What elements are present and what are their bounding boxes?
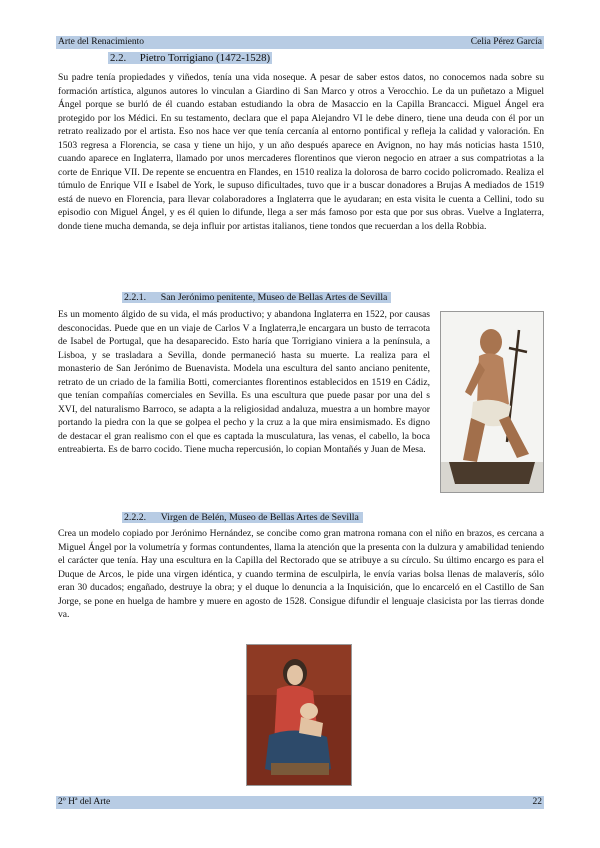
section-title: Pietro Torrigiano (1472-1528) <box>139 52 271 64</box>
virgen-de-belen-photo <box>246 644 352 786</box>
subsection-1-heading <box>122 292 391 303</box>
intro-paragraph: Su padre tenía propiedades y viñedos, tenía una vida noseque. A pesar de saber estos datos, no conocemos nada sobre su formación artística, algunos autores lo vinculan a Giardino di San Marco y otros a Verocchio. Le da un puñetazo a Miguel Ángel porque se burló de él cuando estaban estudiando la obra de Masaccio en la Capilla Brancacci. Miguel Ángel era protegido por los Médici. En su testamento, declara que el papa Alejandro VI le debe dinero, tiene una deuda con él por un retrato realizado por el artista. Eso nos hace ver que tenía cercanía al entorno pontifical y refleja la calidad y valoración. En 1503 regresa a Florencia, se casa y tiene un hijo, y un año después aparece en Avignon, no hay más noticias hasta 1510, cuando aparece en Inglaterra, llamado por unos mercaderes florentinos que vieron negocio en atraer a sus compatriotas a la corte de Enrique VII. De repente se encuentra en Flandes, en 1510 realiza la dolorosa de barro cocido policromado. Realiza el túmulo de Enrique VII e Isabel de York, le supuso dificultades, tuvo que ir a buscar donadores a Brujas A mediados de 1519 está de nuevo en Florencia, para llevar colaboradores a Inglaterra que le ayudaran; en esta visita le cuenta a Cellini, todo su episodio con Miguel Ángel, y es él quien lo difunde, llega a ser más famoso por esta que por sus obras. Vuelve a Inglaterra, donde tiene mucha demanda, se deja influir por artistas italianos, tiene tondos que recuerdan a los della Robbia. <box>58 72 544 233</box>
page-header <box>56 36 544 49</box>
san-jeronimo-photo <box>440 311 544 493</box>
section-number: 2.2. <box>110 52 127 64</box>
subsection-2-paragraph: Crea un modelo copiado por Jerónimo Hernández, se concibe como gran matrona romana con el niño en brazos, es cercana a Miguel Ángel por la volumetría y formas contundentes, llama la atención que la presenta con la dulzura y amabilidad teniendo el carácter que tenía. Hay una escultura en la Capilla del Rectorado que se atribuye a su círculo. Su último encargo es para el Duque de Arcos, le pide una virgen idéntica, y cuando termina de esculpirla, le envía varias bolsa llenas de malaverís, sólo eran 30 ducados; engañado, destruye la obra; y el duque lo denuncia a la Inquisición, que lo encarceló en el Castillo de San Jorge, se pone en huelga de hambre y muere en agosto de 1528. Consigue difundir el lenguaje clasicista por las tierras donde va. <box>58 528 544 621</box>
subsection-1-paragraph: Es un momento álgido de su vida, el más productivo; y abandona Inglaterra en 1522, por causas desconocidas. Puede que en un viaje de Carlos V a Inglaterra,le encargara un busto de terracota de Isabel de Portugal, que ha desaparecido. Esto haría que Torrigiano viniera a la península, a Lisboa, y se trasladara a Sevilla, donde permaneció hasta su muerte. La realiza para el monasterio de San Jerónimo de Buenavista. Modela una escultura del santo anciano penitente, retrato de un criado de la familia Botti, comerciantes florentinos establecidos en 1519 en Cádiz, que tenían compañías comerciales en Sevilla. Es una escultura que puede pasar por una del s XVI, del naturalismo Barroco, se adapta a la religiosidad andaluza, muestra a un hombre mayor portando la piedra con la que se golpea el pecho y la cruz a la que mira ensimismado. Es digno de destacar el gran realismo con el que es captada la musculatura, las venas, el cabello, la boca entreabierta. Es de barro cocido. Tiene mucha repercusión, lo copian Montañés y Juan de Mesa. <box>58 309 430 456</box>
header-left: Arte del Renacimiento <box>58 37 144 47</box>
subsection-2-number: 2.2.2. <box>124 512 147 523</box>
page-number: 22 <box>532 797 542 807</box>
subsection-2-title: Virgen de Belén, Museo de Bellas Artes de Sevilla <box>160 512 359 523</box>
footer-left: 2º Hª del Arte <box>58 797 111 807</box>
subsection-2-heading <box>122 512 363 523</box>
subsection-1-number: 2.2.1. <box>124 292 147 303</box>
subsection-1-title: San Jerónimo penitente, Museo de Bellas Artes de Sevilla <box>160 292 388 303</box>
section-heading <box>108 52 272 64</box>
header-right: Celia Pérez García <box>470 37 542 47</box>
page-footer <box>56 796 544 809</box>
